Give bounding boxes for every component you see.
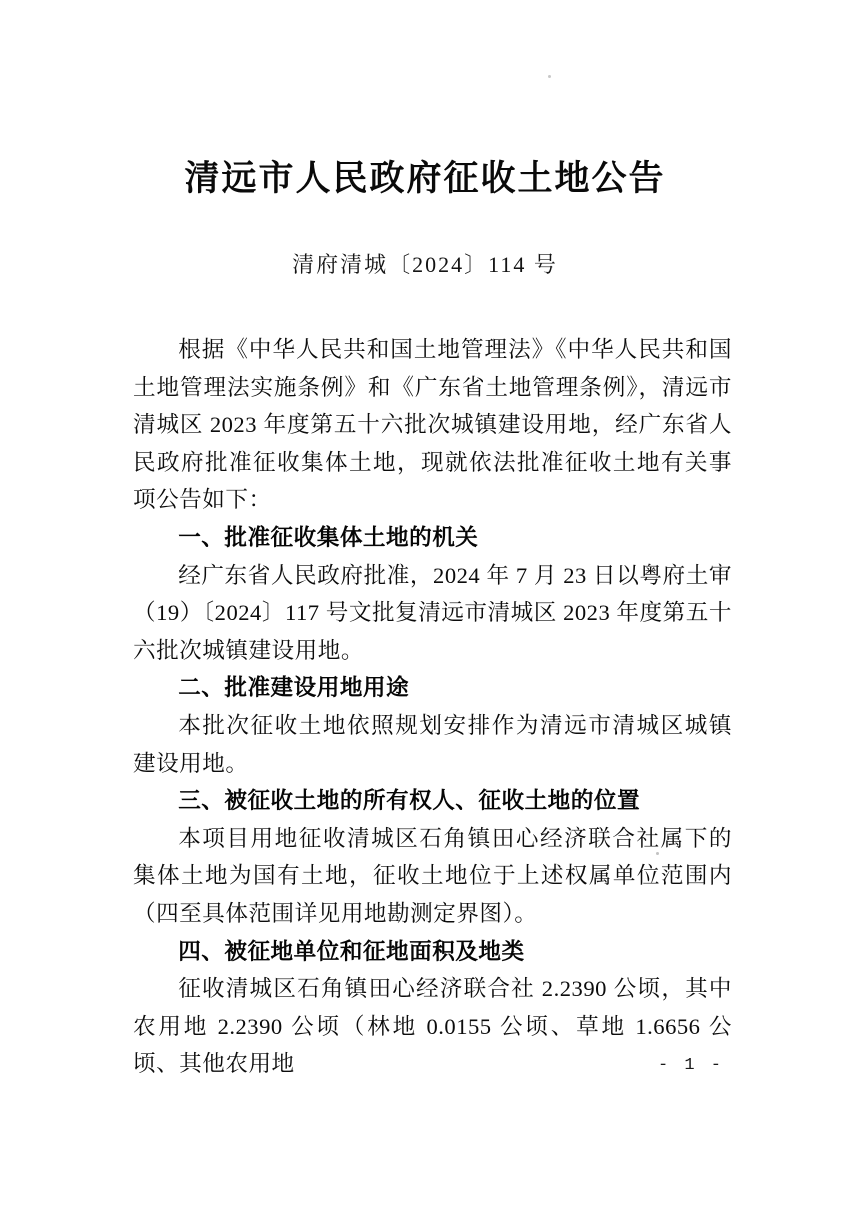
paragraph-section-4: 征收清城区石角镇田心经济联合社 2.2390 公顷，其中农用地 2.2390 公顷（林地 0.0155 公顷、草地 1.6656 公顷、其他农用地 xyxy=(133,976,732,1077)
document-title: 清远市人民政府征收土地公告 xyxy=(184,159,666,198)
page-number: - 1 - xyxy=(657,1056,724,1075)
section-heading-4: 四、被征地单位和征地面积及地类 xyxy=(178,938,525,964)
document-number: 清府清城〔2024〕114 号 xyxy=(292,252,558,277)
paragraph-section-2: 本批次征收土地依照规划安排作为清远市清城区城镇建设用地。 xyxy=(133,712,732,776)
paragraph-intro: 根据《中华人民共和国土地管理法》《中华人民共和国土地管理法实施条例》和《广东省土地管理条例》，清远市清城区 2023 年度第五十六批次城镇建设用地，经广东省人民政府批准征收集体土地，现就依法批准征收土地有关事项公告如下： xyxy=(133,337,732,513)
paragraph-section-3: 本项目用地征收清城区石角镇田心经济联合社属下的集体土地为国有土地，征收土地位于上述权属单位范围内（四至具体范围详见用地勘测定界图）。 xyxy=(133,825,732,926)
section-heading-3: 三、被征收土地的所有权人、征收土地的位置 xyxy=(178,788,641,814)
section-heading-1: 一、批准征收集体土地的机关 xyxy=(178,524,479,550)
paragraph-section-1: 经广东省人民政府批准，2024 年 7 月 23 日以粤府土审（19）〔2024〕117 号文批复清远市清城区 2023 年度第五十六批次城镇建设用地。 xyxy=(133,562,732,663)
section-heading-2: 二、批准建设用地用途 xyxy=(178,675,410,701)
scan-speck xyxy=(656,852,659,855)
scan-speck xyxy=(548,75,551,78)
document-body xyxy=(133,331,732,1083)
